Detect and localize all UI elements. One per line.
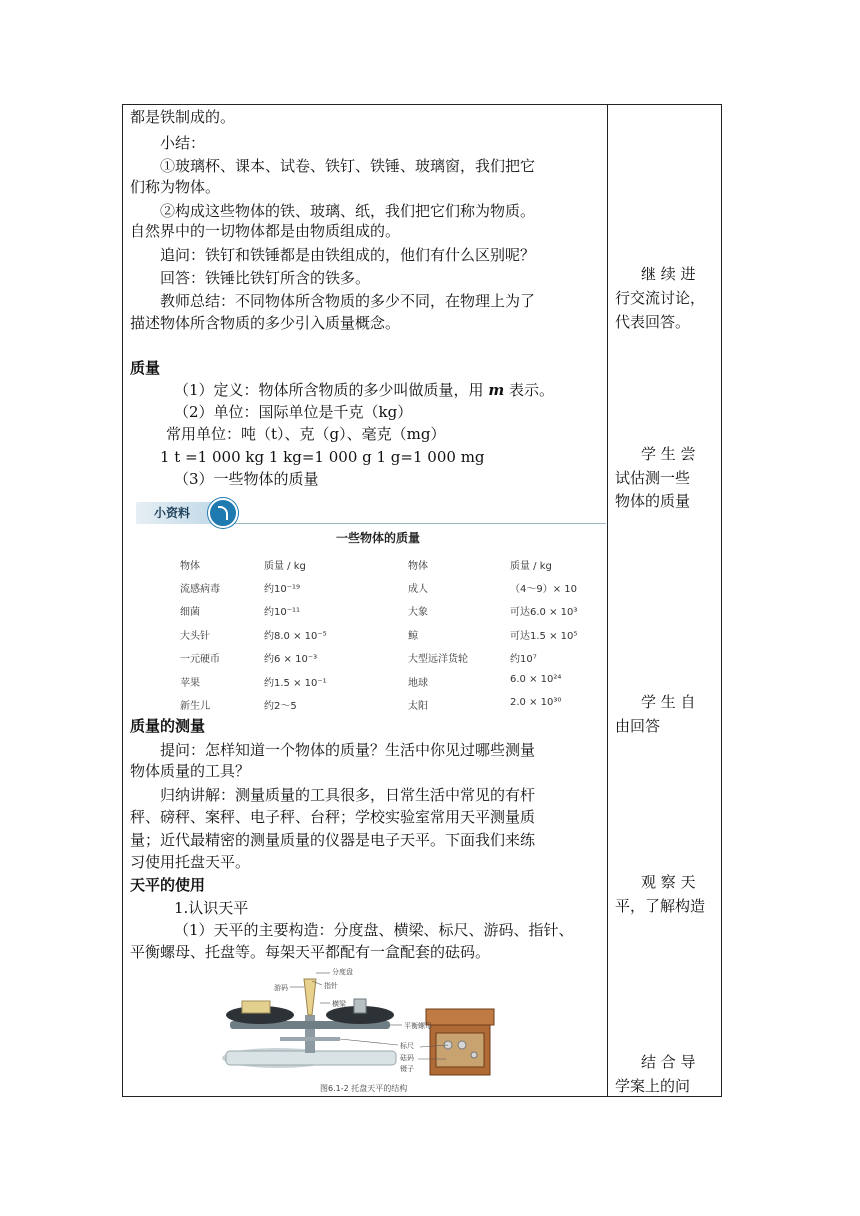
definition-suffix: 表示。 [508,381,554,399]
text-line: 归纳讲解：测量质量的工具很多，日常生活中常见的有杆 [160,786,536,804]
figure-label: 镊子 [400,1065,414,1073]
reference-mass-cell: 约2～5 [264,701,297,712]
text-line: 秤、磅秤、案秤、电子秤、台秤；学校实验室常用天平测量质 [130,808,536,826]
info-icon [208,498,238,528]
reference-mass-cell: 约10⁻¹⁹ [264,584,301,595]
weight-piece [471,1052,477,1058]
balance-scale-dial [304,979,316,1015]
reference-tag: 小资料 [154,506,191,520]
text-line: 习使用托盘天平。 [130,853,251,871]
text-line: ②构成这些物体的铁、玻璃、纸，我们把它们称为物质。 [160,202,536,220]
reference-col-header: 物体 [408,561,428,572]
common-units-line: 常用单位：吨（t）、克（g）、毫克（mg） [166,425,446,443]
figure-caption: 图6.1-2 托盘天平的结构 [320,1084,408,1093]
text-line: 描述物体所含物质的多少引入质量概念。 [130,314,401,332]
side-note-line: 由回答 [615,717,661,735]
lesson-table [122,104,722,1097]
reference-object-cell: 苹果 [180,677,200,689]
reference-object-cell: 一元硬币 [180,654,220,666]
weight-piece [458,1041,466,1049]
reference-object-cell: 成人 [408,584,428,595]
text-line: 物体质量的工具？ [130,762,251,780]
sample-block [242,1001,270,1013]
text-line: 小结： [160,134,206,152]
reference-object-cell: 大头针 [180,630,210,642]
reference-title: 一些物体的质量 [336,531,421,545]
reference-mass-cell: 可达1.5 × 10⁵ [510,630,578,642]
mass-heading: 质量 [130,359,161,377]
definition-prefix: （1）定义：物体所含物质的多少叫做质量，用 [174,381,484,399]
mass-reference-figure [136,499,606,712]
text-line: 回答：铁锤比铁钉所含的铁多。 [160,269,371,287]
measure-heading: 质量的测量 [130,717,206,735]
reference-object-cell: 大象 [408,607,428,619]
text-line: 提问：怎样知道一个物体的质量？生活中你见过哪些测量 [160,741,536,759]
balance-pillar [305,1015,315,1053]
text-line: 教师总结：不同物体所含物质的多少不同，在物理上为了 [160,292,536,310]
item3-line: （3）一些物体的质量 [174,470,319,488]
reference-rule [226,523,606,524]
reference-mass-cell: 约10⁻¹¹ [264,607,301,619]
definition-line [174,380,554,400]
reference-mass-cell: 约1.5 × 10⁻¹ [264,677,327,689]
side-note-line: 继 续 进 [641,265,696,283]
text-line: 平衡螺母、托盘等。每架天平都配有一盒配套的砝码。 [130,943,491,961]
reference-mass-cell: 6.0 × 10²⁴ [510,673,562,685]
text-line: 都是铁制成的。 [130,108,236,126]
reference-col-header: 质量 / kg [510,561,552,572]
reference-mass-cell: （4～9）× 10 [510,584,578,595]
reference-object-cell: 地球 [408,677,428,689]
reference-mass-cell: 约8.0 × 10⁻⁵ [264,630,327,642]
reference-object-cell: 细菌 [180,607,200,619]
side-note-line: 观 察 天 [641,873,696,891]
text-line: 量；近代最精密的测量质量的仪器是电子天平。下面我们来练 [130,831,536,849]
know-balance-line: 1.认识天平 [174,899,249,917]
figure-label: 分度盘 [332,968,353,976]
figure-label: 横梁 [332,1000,346,1008]
text-line: 自然界中的一切物体都是由物质组成的。 [130,222,401,240]
reference-col-header: 物体 [180,561,200,572]
reference-mass-cell: 2.0 × 10³⁰ [510,697,562,708]
balance-heading: 天平的使用 [130,876,206,894]
figure-label: 砝码 [400,1054,414,1062]
reference-object-cell: 新生儿 [180,701,210,712]
side-note-line: 行交流讨论， [615,289,706,307]
text-line: ①玻璃杯、课本、试卷、铁钉、铁锤、玻璃窗，我们把它 [160,157,536,175]
conversion-line: 1 t =1 000 kg 1 kg=1 000 g 1 g=1 000 mg [160,448,485,466]
reference-mass-cell: 约6 × 10⁻³ [264,654,318,666]
text-line: （1）天平的主要构造：分度盘、横梁、标尺、游码、指针、 [174,921,574,939]
weight-box-lid [426,1009,494,1025]
figure-label: 指针 [324,982,338,990]
figure-label: 标尺 [400,1042,414,1050]
side-note-line: 结 合 导 [641,1053,696,1071]
side-note-line: 学 生 尝 [641,445,696,463]
balance-illustration [220,963,520,1095]
text-line: 们称为物体。 [130,178,221,196]
side-note-line: 学 生 自 [641,693,696,711]
reference-mass-cell: 可达6.0 × 10³ [510,607,578,619]
reference-object-cell: 流感病毒 [180,584,220,595]
weight-cylinder [354,999,366,1013]
text-line: 追问：铁钉和铁锤都是由铁组成的，他们有什么区别呢？ [160,246,536,264]
reference-mass-cell: 约10⁷ [510,654,537,666]
side-note-line: 平，了解构造 [615,897,706,915]
side-note-line: 试估测一些 [615,469,691,487]
weight-box-tray [436,1033,484,1067]
figure-label: 平衡螺母 [404,1022,432,1030]
balance-base-plate [226,1051,396,1065]
side-note-line: 代表回答。 [615,313,691,331]
reference-object-cell: 大型远洋货轮 [408,654,468,666]
mass-symbol: m [488,381,505,399]
reference-col-header: 质量 / kg [264,561,306,572]
side-note-line: 学案上的问 [615,1077,691,1095]
reference-object-cell: 太阳 [408,701,428,712]
rider-scale [280,1037,340,1041]
column-divider [607,105,608,1096]
side-note-line: 物体的质量 [615,492,691,510]
balance-figure [220,963,520,1095]
figure-label: 游码 [274,984,288,992]
unit-line: （2）单位：国际单位是千克（kg） [174,403,413,421]
label-leader [340,1039,398,1045]
reference-object-cell: 鲸 [408,630,418,642]
